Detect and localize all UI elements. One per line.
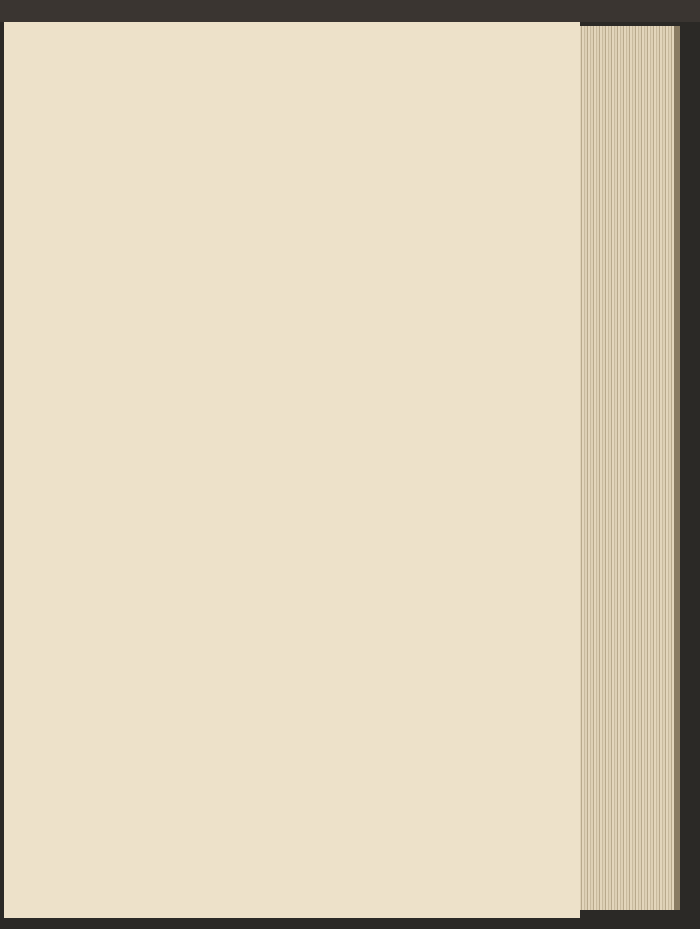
book-cover-edge [674,26,680,910]
book-spine [0,0,700,22]
page-edges [576,26,674,910]
ledger-page [4,22,580,918]
